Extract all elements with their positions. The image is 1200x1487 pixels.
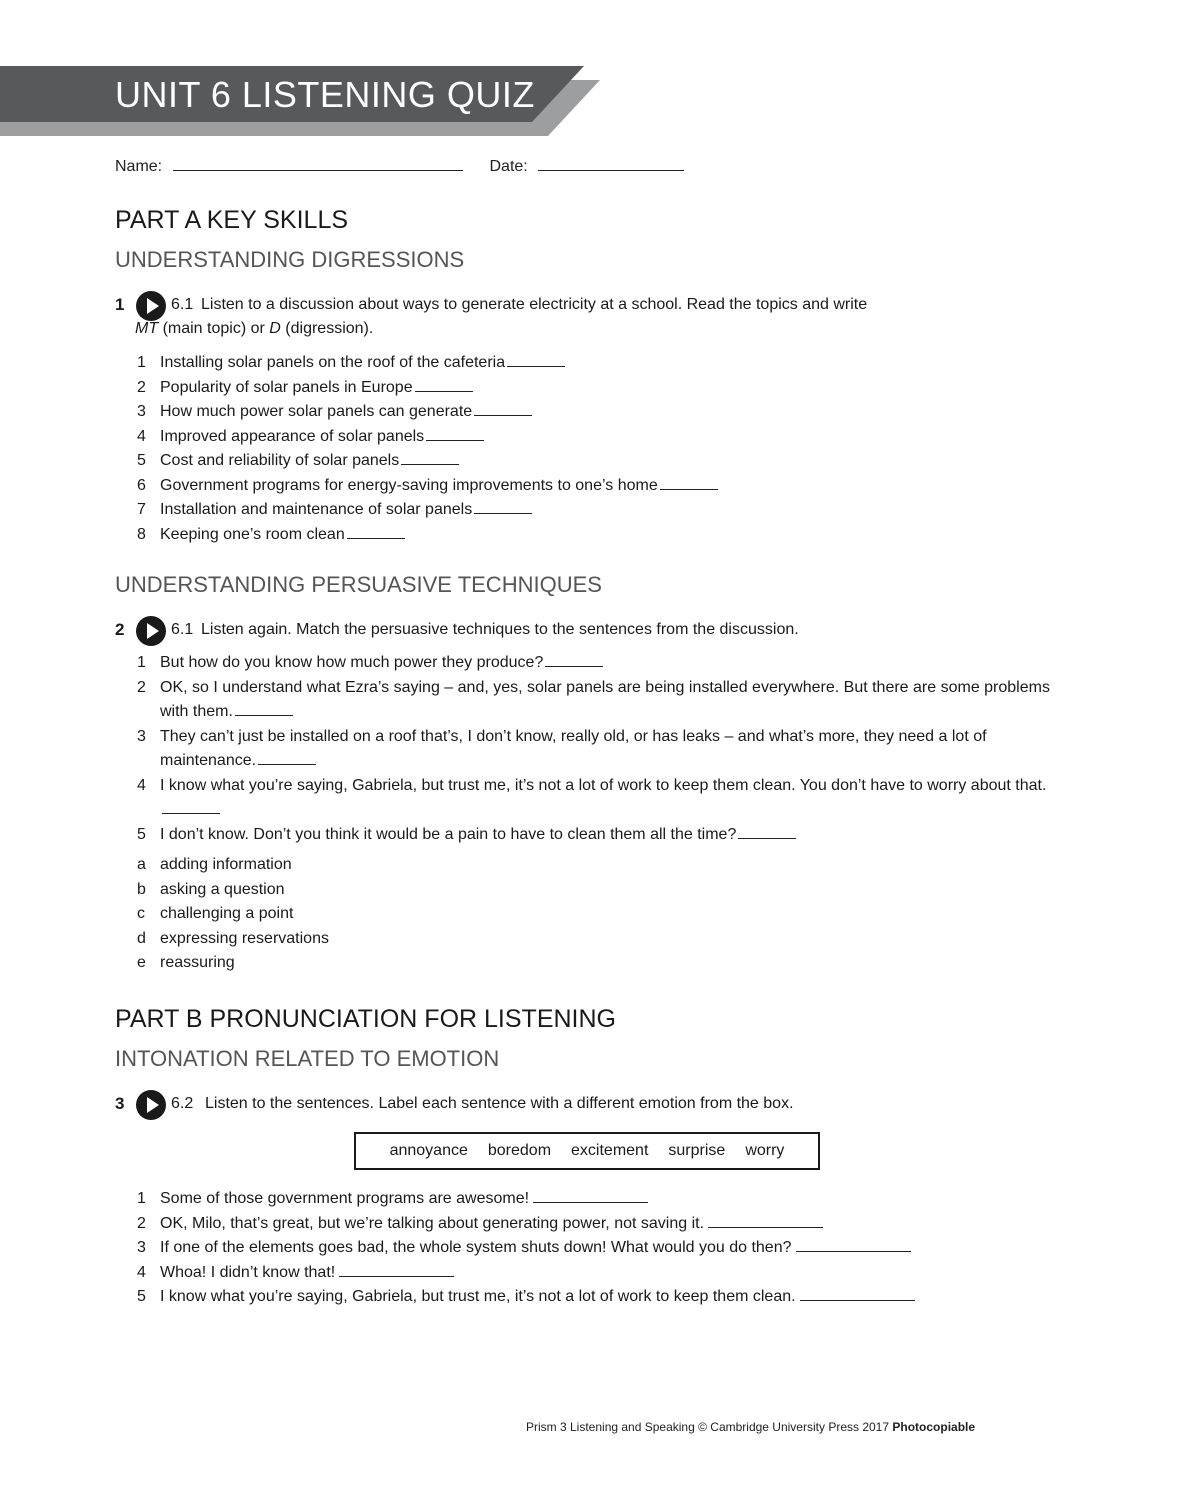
emotion-sentence-list bbox=[137, 1187, 1067, 1310]
item-text: challenging a point bbox=[160, 905, 294, 922]
answer-blank[interactable] bbox=[796, 1237, 911, 1252]
answer-blank[interactable] bbox=[347, 524, 405, 539]
list-item bbox=[137, 1261, 1067, 1286]
name-label: Name: bbox=[115, 158, 163, 175]
item-text: Some of those government programs are awesome! bbox=[160, 1190, 530, 1207]
item-text: I don’t know. Don’t you think it would be a pain to have to clean them all the time? bbox=[160, 825, 737, 843]
emotion-word: boredom bbox=[487, 1142, 552, 1159]
footer-copyright: Prism 3 Listening and Speaking © Cambridge University Press 2017 Photocopiable bbox=[526, 1420, 976, 1434]
page-title: UNIT 6 LISTENING QUIZ bbox=[115, 74, 535, 115]
list-item bbox=[137, 651, 1072, 676]
item-number: 3 bbox=[137, 1239, 146, 1256]
item-text: I know what you’re saying, Gabriela, but trust me, it’s not a lot of work to keep them clean. You don’t have to worry about that. bbox=[160, 776, 1047, 794]
answer-blank[interactable] bbox=[426, 426, 484, 441]
date-label: Date: bbox=[489, 158, 528, 175]
emotion-word: worry bbox=[745, 1142, 785, 1159]
item-number: 8 bbox=[137, 525, 146, 543]
item-number: e bbox=[137, 954, 146, 971]
item-number: 6 bbox=[137, 476, 146, 494]
answer-blank[interactable] bbox=[474, 499, 532, 514]
item-text: If one of the elements goes bad, the whole system shuts down! What would you do then? bbox=[160, 1239, 792, 1256]
list-item bbox=[137, 400, 1067, 425]
instruction-text: Listen to a discussion about ways to generate electricity at a school. Read the topics and write bbox=[201, 296, 868, 313]
question-number: 2 bbox=[115, 620, 125, 639]
list-item bbox=[137, 927, 1067, 952]
item-text: Government programs for energy-saving improvements to one’s home bbox=[160, 476, 658, 494]
item-text: asking a question bbox=[160, 880, 285, 898]
item-text: Cost and reliability of solar panels bbox=[160, 452, 400, 469]
answer-blank[interactable] bbox=[800, 1286, 915, 1301]
list-item bbox=[137, 951, 1067, 976]
list-item bbox=[137, 774, 1072, 823]
instruction-text-line2: MT (main topic) or D (digression). bbox=[135, 320, 374, 337]
answer-blank[interactable] bbox=[507, 352, 565, 367]
instruction-text: Listen again. Match the persuasive techniques to the sentences from the discussion. bbox=[201, 621, 799, 638]
emotion-word-box bbox=[354, 1132, 820, 1170]
list-item bbox=[137, 351, 1067, 376]
list-item bbox=[137, 523, 1067, 548]
list-item bbox=[137, 725, 1072, 774]
item-number: d bbox=[137, 929, 146, 947]
question-number: 3 bbox=[115, 1094, 125, 1113]
list-item bbox=[137, 474, 1067, 499]
list-item bbox=[137, 449, 1067, 474]
question-2-instruction bbox=[115, 618, 1075, 646]
item-text: They can’t just be installed on a roof that’s, I don’t know, really old, or has leaks – and what’s more, they need a lot of maintenance. bbox=[160, 727, 987, 769]
item-text: But how do you know how much power they produce? bbox=[160, 654, 544, 671]
emotion-word: surprise bbox=[668, 1142, 726, 1159]
track-number: 6.2 bbox=[171, 1095, 194, 1112]
item-number: b bbox=[137, 880, 146, 898]
answer-blank[interactable] bbox=[258, 750, 316, 765]
item-text: adding information bbox=[160, 856, 292, 873]
list-item bbox=[137, 853, 1067, 878]
item-text: OK, Milo, that’s great, but we’re talking about generating power, not saving it. bbox=[160, 1214, 705, 1232]
item-number: c bbox=[137, 905, 145, 922]
question-number: 1 bbox=[115, 295, 125, 314]
item-number: 5 bbox=[137, 1288, 146, 1305]
item-number: 5 bbox=[137, 452, 146, 469]
item-number: 4 bbox=[137, 1263, 146, 1281]
name-field[interactable] bbox=[173, 156, 463, 171]
item-number: 7 bbox=[137, 501, 146, 518]
track-number: 6.1 bbox=[171, 621, 194, 638]
answer-blank[interactable] bbox=[401, 450, 459, 465]
item-text: expressing reservations bbox=[160, 929, 329, 947]
item-number: 1 bbox=[137, 1190, 146, 1207]
item-text: I know what you’re saying, Gabriela, but trust me, it’s not a lot of work to keep them clean. bbox=[160, 1288, 796, 1305]
answer-blank[interactable] bbox=[660, 475, 718, 490]
audio-play-icon[interactable] bbox=[135, 1089, 167, 1121]
list-item bbox=[137, 1187, 1067, 1212]
list-item bbox=[137, 676, 1072, 725]
name-date-row bbox=[115, 156, 684, 176]
list-item bbox=[137, 902, 1067, 927]
item-text: OK, so I understand what Ezra’s saying – and, yes, solar panels are being installed everywhere. But there are some problems with them. bbox=[160, 678, 1050, 720]
list-item bbox=[137, 376, 1067, 401]
answer-blank[interactable] bbox=[738, 824, 796, 839]
list-item bbox=[137, 498, 1067, 523]
item-number: 1 bbox=[137, 354, 146, 371]
list-item bbox=[137, 1212, 1067, 1237]
audio-play-icon[interactable] bbox=[135, 615, 167, 647]
list-item bbox=[137, 425, 1067, 450]
instruction-text: Listen to the sentences. Label each sentence with a different emotion from the box. bbox=[205, 1095, 794, 1112]
date-field[interactable] bbox=[538, 156, 684, 171]
item-text: Installation and maintenance of solar panels bbox=[160, 501, 473, 518]
item-number: 2 bbox=[137, 1214, 146, 1232]
answer-blank[interactable] bbox=[415, 377, 473, 392]
item-number: 5 bbox=[137, 825, 146, 843]
answer-blank[interactable] bbox=[339, 1262, 454, 1277]
list-item bbox=[137, 823, 1072, 848]
item-number: a bbox=[137, 856, 146, 873]
item-number: 3 bbox=[137, 727, 146, 745]
section-persuasive-heading: UNDERSTANDING PERSUASIVE TECHNIQUES bbox=[115, 572, 602, 597]
item-text: Improved appearance of solar panels bbox=[160, 427, 425, 445]
list-item bbox=[137, 878, 1067, 903]
item-number: 4 bbox=[137, 427, 146, 445]
answer-blank[interactable] bbox=[708, 1213, 823, 1228]
answer-blank[interactable] bbox=[545, 652, 603, 667]
part-a-heading: PART A KEY SKILLS bbox=[115, 206, 349, 234]
item-text: How much power solar panels can generate bbox=[160, 403, 473, 420]
discussion-sentence-list bbox=[137, 651, 1072, 847]
item-number: 1 bbox=[137, 654, 146, 671]
part-b-heading: PART B PRONUNCIATION FOR LISTENING bbox=[115, 1005, 616, 1033]
digression-topic-list bbox=[137, 351, 1067, 547]
item-number: 3 bbox=[137, 403, 146, 420]
section-intonation-heading: INTONATION RELATED TO EMOTION bbox=[115, 1046, 500, 1071]
persuasive-technique-options bbox=[137, 853, 1067, 976]
title-banner bbox=[0, 66, 600, 136]
answer-blank[interactable] bbox=[235, 701, 293, 716]
emotion-word: excitement bbox=[571, 1142, 649, 1159]
item-text: reassuring bbox=[160, 954, 235, 971]
section-digressions-heading: UNDERSTANDING DIGRESSIONS bbox=[115, 247, 465, 272]
question-1-instruction bbox=[115, 293, 1075, 343]
item-number: 4 bbox=[137, 776, 146, 794]
list-item bbox=[137, 1285, 1067, 1310]
answer-blank[interactable] bbox=[474, 401, 532, 416]
item-text: Popularity of solar panels in Europe bbox=[160, 378, 413, 396]
list-item bbox=[137, 1236, 1067, 1261]
question-3-instruction bbox=[115, 1092, 1075, 1120]
item-text: Keeping one’s room clean bbox=[160, 525, 345, 543]
track-number: 6.1 bbox=[171, 296, 194, 313]
item-text: Whoa! I didn’t know that! bbox=[160, 1263, 336, 1281]
emotion-word: annoyance bbox=[389, 1142, 468, 1159]
item-text: Installing solar panels on the roof of the cafeteria bbox=[160, 354, 506, 371]
item-number: 2 bbox=[137, 378, 146, 396]
answer-blank[interactable] bbox=[533, 1188, 648, 1203]
item-number: 2 bbox=[137, 678, 146, 696]
answer-blank[interactable] bbox=[162, 799, 220, 814]
